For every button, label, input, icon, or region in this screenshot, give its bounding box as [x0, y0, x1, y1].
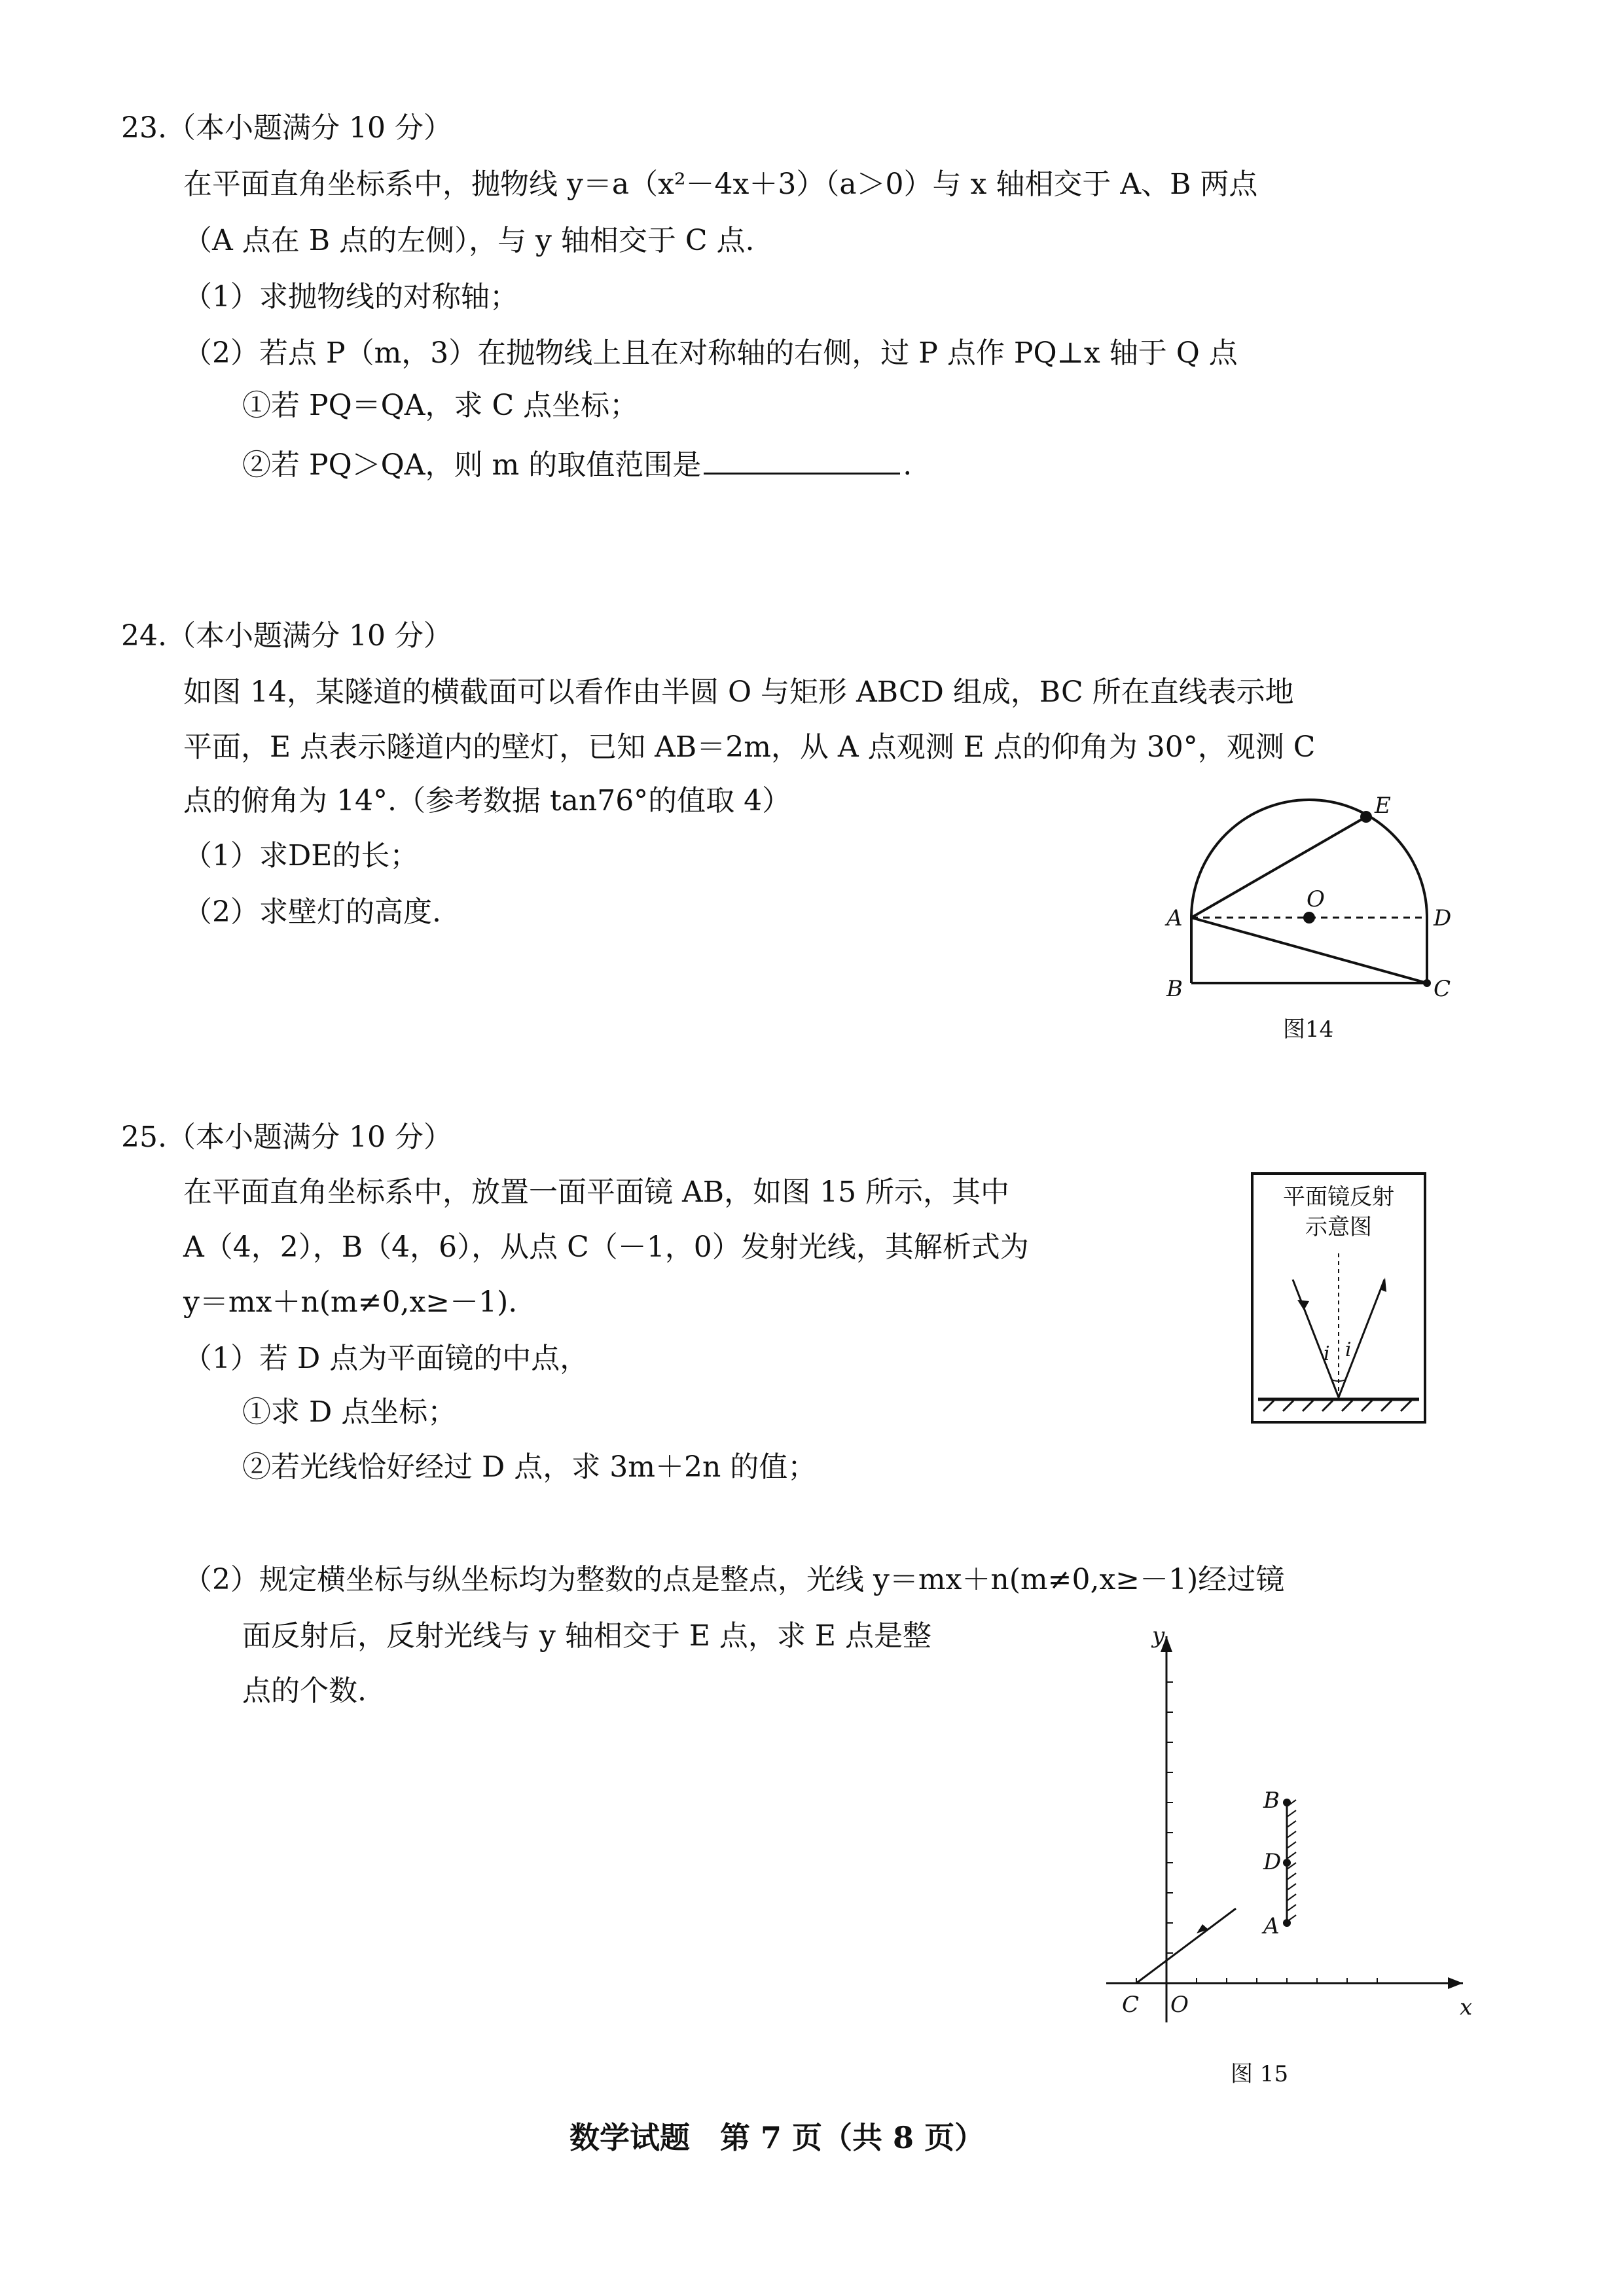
point-B — [1283, 1799, 1291, 1806]
mirror-reflection-diagram — [1250, 1172, 1427, 1427]
q25-part1b: ②若光线恰好经过 D 点，求 3m＋2n 的值； — [242, 1450, 817, 1484]
q23-stem-line1: 在平面直角坐标系中，抛物线 y＝a（x²－4x＋3）（a＞0）与 x 轴相交于 A、B 两点 — [183, 168, 1258, 201]
label-C: C — [1434, 976, 1451, 1002]
q23-part1: （1）求抛物线的对称轴； — [183, 280, 518, 314]
point-A — [1283, 1919, 1291, 1927]
q23-part2a: ①若 PQ＝QA，求 C 点坐标； — [242, 389, 639, 422]
label-D: D — [1263, 1849, 1282, 1875]
x-axis-arrow — [1448, 1977, 1463, 1989]
figure-15-caption: 图 15 — [1231, 2061, 1289, 2087]
q24-header: 24.（本小题满分 10 分） — [121, 619, 452, 653]
label-O: O — [1307, 886, 1325, 912]
point-E — [1360, 811, 1372, 823]
q25-header: 25.（本小题满分 10 分） — [121, 1121, 452, 1154]
label-C: C — [1122, 1992, 1140, 2018]
label-A: A — [1263, 1913, 1280, 1939]
sightline-AC — [1191, 918, 1427, 983]
light-ray — [1136, 1909, 1236, 1983]
label-E: E — [1375, 793, 1391, 819]
q23-part2: （2）若点 P（m，3）在抛物线上且在对称轴的右侧，过 P 点作 PQ⊥x 轴于 Q 点 — [183, 336, 1238, 370]
incident-arrowhead — [1297, 1300, 1309, 1310]
q25-part1a: ①求 D 点坐标； — [242, 1395, 457, 1429]
label-D: D — [1434, 905, 1452, 931]
label-O: O — [1170, 1992, 1189, 2018]
label-y: y — [1152, 1623, 1165, 1649]
page-footer: 数学试题 第 7 页（共 8 页） — [569, 2120, 985, 2155]
mirror-hatching — [1263, 1401, 1411, 1411]
label-x: x — [1460, 1994, 1473, 2020]
figure-15 — [1080, 1617, 1479, 2101]
q25-part1: （1）若 D 点为平面镜的中点， — [183, 1342, 589, 1375]
diagram-frame — [1252, 1174, 1425, 1422]
answer-blank[interactable] — [704, 444, 900, 475]
q25-stem-line2: A（4，2），B（4，6），从点 C（－1，0）发射光线，其解析式为 — [183, 1230, 1029, 1264]
q25-part2-line1: （2）规定横坐标与纵坐标均为整数的点是整点，光线 y＝mx＋n(m≠0,x≥－1)经过镜 — [183, 1563, 1285, 1596]
angle-label-left: i — [1324, 1342, 1330, 1365]
q23-part2b — [242, 444, 912, 484]
sightline-AE — [1191, 817, 1366, 918]
label-B: B — [1166, 976, 1183, 1002]
q25-part2-line3: 点的个数. — [242, 1674, 367, 1708]
q23-part2b-end: . — [903, 448, 912, 482]
q24-stem-line1: 如图 14，某隧道的横截面可以看作由半圆 O 与矩形 ABCD 组成，BC 所在直线表示地 — [183, 675, 1294, 709]
q25-part2-line2: 面反射后，反射光线与 y 轴相交于 E 点，求 E 点是整 — [242, 1619, 932, 1653]
angle-label-right: i — [1345, 1338, 1352, 1361]
diagram-title-line2: 示意图 — [1305, 1214, 1372, 1240]
q24-stem-line3: 点的俯角为 14°.（参考数据 tan76°的值取 4） — [183, 784, 791, 817]
diagram-title-line1: 平面镜反射 — [1283, 1184, 1394, 1210]
q24-stem-line2: 平面，E 点表示隧道内的壁灯，已知 AB＝2m，从 A 点观测 E 点的仰角为 30°，观测 C — [183, 730, 1316, 764]
light-ray-arrowhead — [1197, 1924, 1208, 1933]
figure-14 — [1152, 772, 1466, 1047]
q23-header: 23.（本小题满分 10 分） — [121, 111, 452, 145]
q24-part2: （2）求壁灯的高度. — [183, 895, 441, 929]
point-C — [1423, 979, 1431, 987]
label-B: B — [1263, 1787, 1280, 1814]
point-O — [1303, 912, 1315, 924]
point-D — [1283, 1859, 1291, 1867]
q23-stem-line2: （A 点在 B 点的左侧），与 y 轴相交于 C 点. — [183, 224, 755, 257]
q25-stem-line3: y＝mx＋n(m≠0,x≥－1). — [183, 1285, 518, 1319]
figure-14-caption: 图14 — [1283, 1016, 1334, 1043]
q24-part1: （1）求DE的长； — [183, 839, 419, 872]
q25-stem-line1: 在平面直角坐标系中，放置一面平面镜 AB，如图 15 所示，其中 — [183, 1175, 1010, 1209]
label-A: A — [1166, 905, 1183, 931]
q23-part2b-text: ②若 PQ＞QA，则 m 的取值范围是 — [242, 448, 702, 482]
